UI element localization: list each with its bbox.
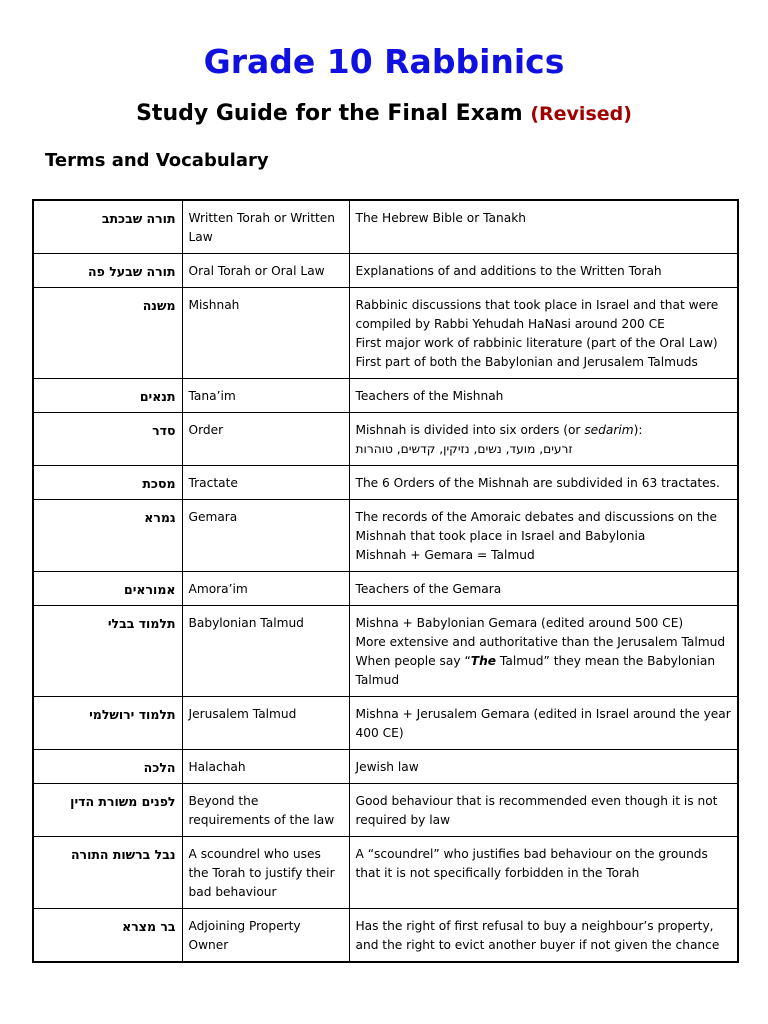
english-term: Tana’im xyxy=(182,379,349,413)
description-line: The Hebrew Bible or Tanakh xyxy=(355,211,526,225)
page-title: Grade 10 Rabbinics xyxy=(203,42,565,81)
hebrew-term: סדר xyxy=(33,413,182,466)
hebrew-term: בר מצרא xyxy=(33,909,182,963)
table-row xyxy=(33,572,738,606)
english-term: Jerusalem Talmud xyxy=(182,697,349,750)
table-row xyxy=(33,500,738,572)
description-line: Teachers of the Mishnah xyxy=(355,389,504,403)
description-line: Mishna + Jerusalem Gemara (edited in Israel around the year 400 CE) xyxy=(355,707,731,740)
description-line: Teachers of the Gemara xyxy=(355,582,502,596)
description-text: ): xyxy=(633,423,643,437)
term-description xyxy=(349,413,738,466)
table-row xyxy=(33,288,738,379)
table-row xyxy=(33,784,738,837)
table-row xyxy=(33,466,738,500)
term-description xyxy=(349,572,738,606)
term-description xyxy=(349,606,738,697)
revised-label: (Revised) xyxy=(530,103,632,125)
table-row xyxy=(33,750,738,784)
term-description xyxy=(349,784,738,837)
hebrew-term: תנאים xyxy=(33,379,182,413)
hebrew-term: לפנים משורת הדין xyxy=(33,784,182,837)
hebrew-term: מסכת xyxy=(33,466,182,500)
english-term: Written Torah or Written Law xyxy=(182,200,349,254)
term-description xyxy=(349,254,738,288)
description-line: Rabbinic discussions that took place in Israel and that were compiled by Rabbi Yehudah HaNasi around 200 CE xyxy=(355,298,719,331)
emphasis-the: The xyxy=(470,654,497,668)
table-row xyxy=(33,200,738,254)
english-term: Order xyxy=(182,413,349,466)
hebrew-term: משנה xyxy=(33,288,182,379)
description-line: Mishnah + Gemara = Talmud xyxy=(355,548,535,562)
hebrew-term: הלכה xyxy=(33,750,182,784)
description-line: The records of the Amoraic debates and discussions on the Mishnah that took place in Israel and Babylonia xyxy=(355,510,717,543)
english-term: Amora’im xyxy=(182,572,349,606)
description-text: Talmud” they mean the Babylonian Talmud xyxy=(355,654,716,687)
english-term: Gemara xyxy=(182,500,349,572)
description-line: Explanations of and additions to the Written Torah xyxy=(355,264,662,278)
term-description xyxy=(349,288,738,379)
hebrew-term: נבל ברשות התורה xyxy=(33,837,182,909)
term-description xyxy=(349,837,738,909)
term-description xyxy=(349,750,738,784)
term-description xyxy=(349,466,738,500)
english-term: Halachah xyxy=(182,750,349,784)
hebrew-term: תורה שבעל פה xyxy=(33,254,182,288)
term-description xyxy=(349,379,738,413)
term-description xyxy=(349,500,738,572)
english-term: Tractate xyxy=(182,466,349,500)
description-line xyxy=(356,652,732,690)
description-line: Mishna + Babylonian Gemara (edited around 500 CE) xyxy=(355,616,684,630)
table-row xyxy=(33,697,738,750)
table-row xyxy=(33,837,738,909)
english-term: Mishnah xyxy=(182,288,349,379)
description-line: Jewish law xyxy=(355,760,419,774)
english-term: Babylonian Talmud xyxy=(182,606,349,697)
table-row xyxy=(33,606,738,697)
description-line: Good behaviour that is recommended even though it is not required by law xyxy=(355,794,718,827)
term-description xyxy=(349,909,738,963)
english-term: Beyond the requirements of the law xyxy=(182,784,349,837)
hebrew-term: תלמוד בבלי xyxy=(33,606,182,697)
table-row xyxy=(33,379,738,413)
hebrew-term: אמוראים xyxy=(33,572,182,606)
english-term: Oral Torah or Oral Law xyxy=(182,254,349,288)
description-line: More extensive and authoritative than the Jerusalem Talmud xyxy=(355,635,726,649)
term-description xyxy=(349,200,738,254)
orders-hebrew-list: זרעים, מועד, נשים, נזיקין, קדשים, טוהרות xyxy=(355,442,573,456)
section-heading: Terms and Vocabulary xyxy=(45,150,269,171)
hebrew-term: תורה שבכתב xyxy=(33,200,182,254)
description-text: When people say “ xyxy=(355,654,471,668)
english-term: A scoundrel who uses the Torah to justify their bad behaviour xyxy=(182,837,349,909)
hebrew-term: גמרא xyxy=(33,500,182,572)
vocabulary-table xyxy=(32,199,739,963)
description-text: Mishnah is divided into six orders (or xyxy=(355,423,585,437)
description-line: The 6 Orders of the Mishnah are subdivided in 63 tractates. xyxy=(355,476,720,490)
english-term: Adjoining Property Owner xyxy=(182,909,349,963)
table-row xyxy=(33,909,738,963)
sedarim-term: sedarim xyxy=(584,423,634,437)
description-line: First major work of rabbinic literature (part of the Oral Law) xyxy=(355,336,718,350)
subtitle-text: Study Guide for the Final Exam xyxy=(136,101,523,126)
term-description xyxy=(349,697,738,750)
hebrew-term: תלמוד ירושלמי xyxy=(33,697,182,750)
page-subtitle xyxy=(0,96,768,132)
description-line xyxy=(356,421,732,440)
description-line: Has the right of first refusal to buy a neighbour’s property, and the right to evict another buyer if not given the chance xyxy=(355,919,720,952)
table-row xyxy=(33,254,738,288)
table-row xyxy=(33,413,738,466)
description-line: First part of both the Babylonian and Jerusalem Talmuds xyxy=(355,355,698,369)
description-line: A “scoundrel” who justifies bad behaviour on the grounds that it is not specifically forbidden in the Torah xyxy=(355,847,708,880)
